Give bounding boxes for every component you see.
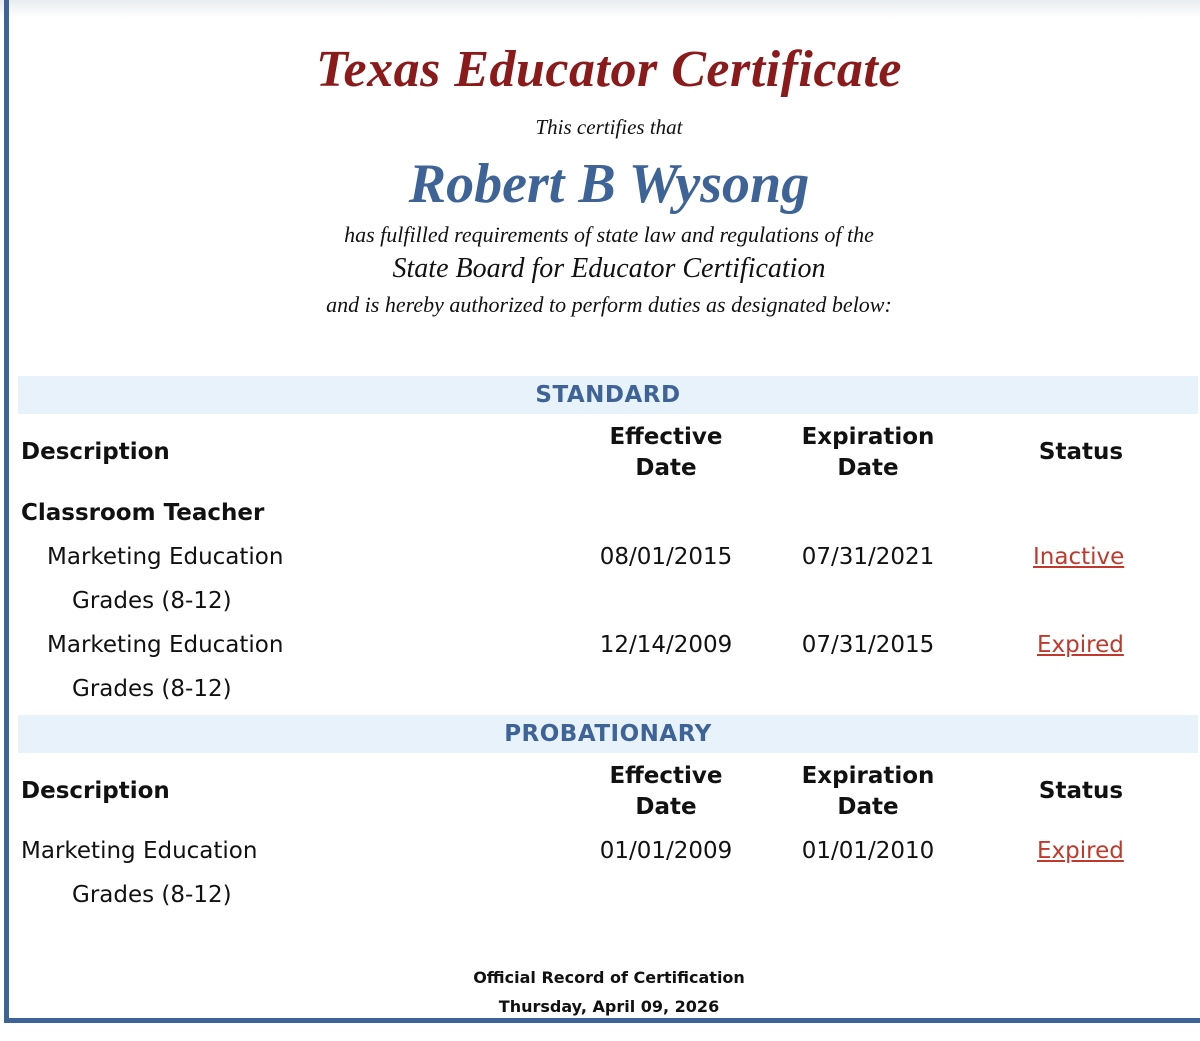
column-header-effective-date <box>576 761 756 823</box>
table-row-expiration-date: 01/01/2010 <box>801 838 935 864</box>
column-header-expiration-date <box>768 422 968 484</box>
column-header-expiration-line1: Expiration <box>801 424 935 450</box>
column-header-status: Status <box>1038 778 1124 804</box>
authorized-line: and is hereby authorized to perform duties as designated below: <box>326 292 892 317</box>
column-header-effective-line1: Effective <box>609 763 723 789</box>
certifies-line: This certifies that <box>535 115 683 139</box>
board-name: State Board for Educator Certification <box>392 253 826 284</box>
status-link-expired[interactable]: Expired <box>1037 838 1124 864</box>
table-row-effective-date: 08/01/2015 <box>599 544 733 570</box>
record-date: Thursday, April 09, 2026 <box>498 997 720 1016</box>
table-row-subject: Marketing Education <box>47 544 284 570</box>
column-header-effective-line2: Date <box>635 455 697 481</box>
column-header-expiration-date <box>768 761 968 823</box>
official-record-label: Official Record of Certification <box>473 968 745 987</box>
group-label-classroom-teacher: Classroom Teacher <box>21 500 265 526</box>
table-row-subject: Marketing Education <box>47 632 284 658</box>
column-header-description: Description <box>21 439 170 465</box>
column-header-effective-date <box>576 422 756 484</box>
fulfilled-line: has fulfilled requirements of state law and regulations of the <box>344 222 874 247</box>
table-row-grades: Grades (8-12) <box>72 882 232 908</box>
column-header-status: Status <box>1038 439 1124 465</box>
column-header-expiration-line2: Date <box>837 794 899 820</box>
section-heading-standard: STANDARD <box>18 376 1198 414</box>
table-row-effective-date: 01/01/2009 <box>599 838 733 864</box>
table-row-expiration-date: 07/31/2021 <box>801 544 935 570</box>
holder-name: Robert B Wysong <box>408 153 810 215</box>
table-row-grades: Grades (8-12) <box>72 676 232 702</box>
certificate-title: Texas Educator Certificate <box>316 41 902 98</box>
column-header-effective-line2: Date <box>635 794 697 820</box>
status-link-inactive[interactable]: Inactive <box>1033 544 1125 570</box>
section-heading-probationary: PROBATIONARY <box>18 715 1198 753</box>
column-header-description: Description <box>21 778 170 804</box>
table-row-subject: Marketing Education <box>21 838 258 864</box>
status-link-expired[interactable]: Expired <box>1037 632 1124 658</box>
column-header-expiration-line2: Date <box>837 455 899 481</box>
column-header-effective-line1: Effective <box>609 424 723 450</box>
table-row-expiration-date: 07/31/2015 <box>801 632 935 658</box>
table-row-grades: Grades (8-12) <box>72 588 232 614</box>
column-header-expiration-line1: Expiration <box>801 763 935 789</box>
table-row-effective-date: 12/14/2009 <box>599 632 733 658</box>
